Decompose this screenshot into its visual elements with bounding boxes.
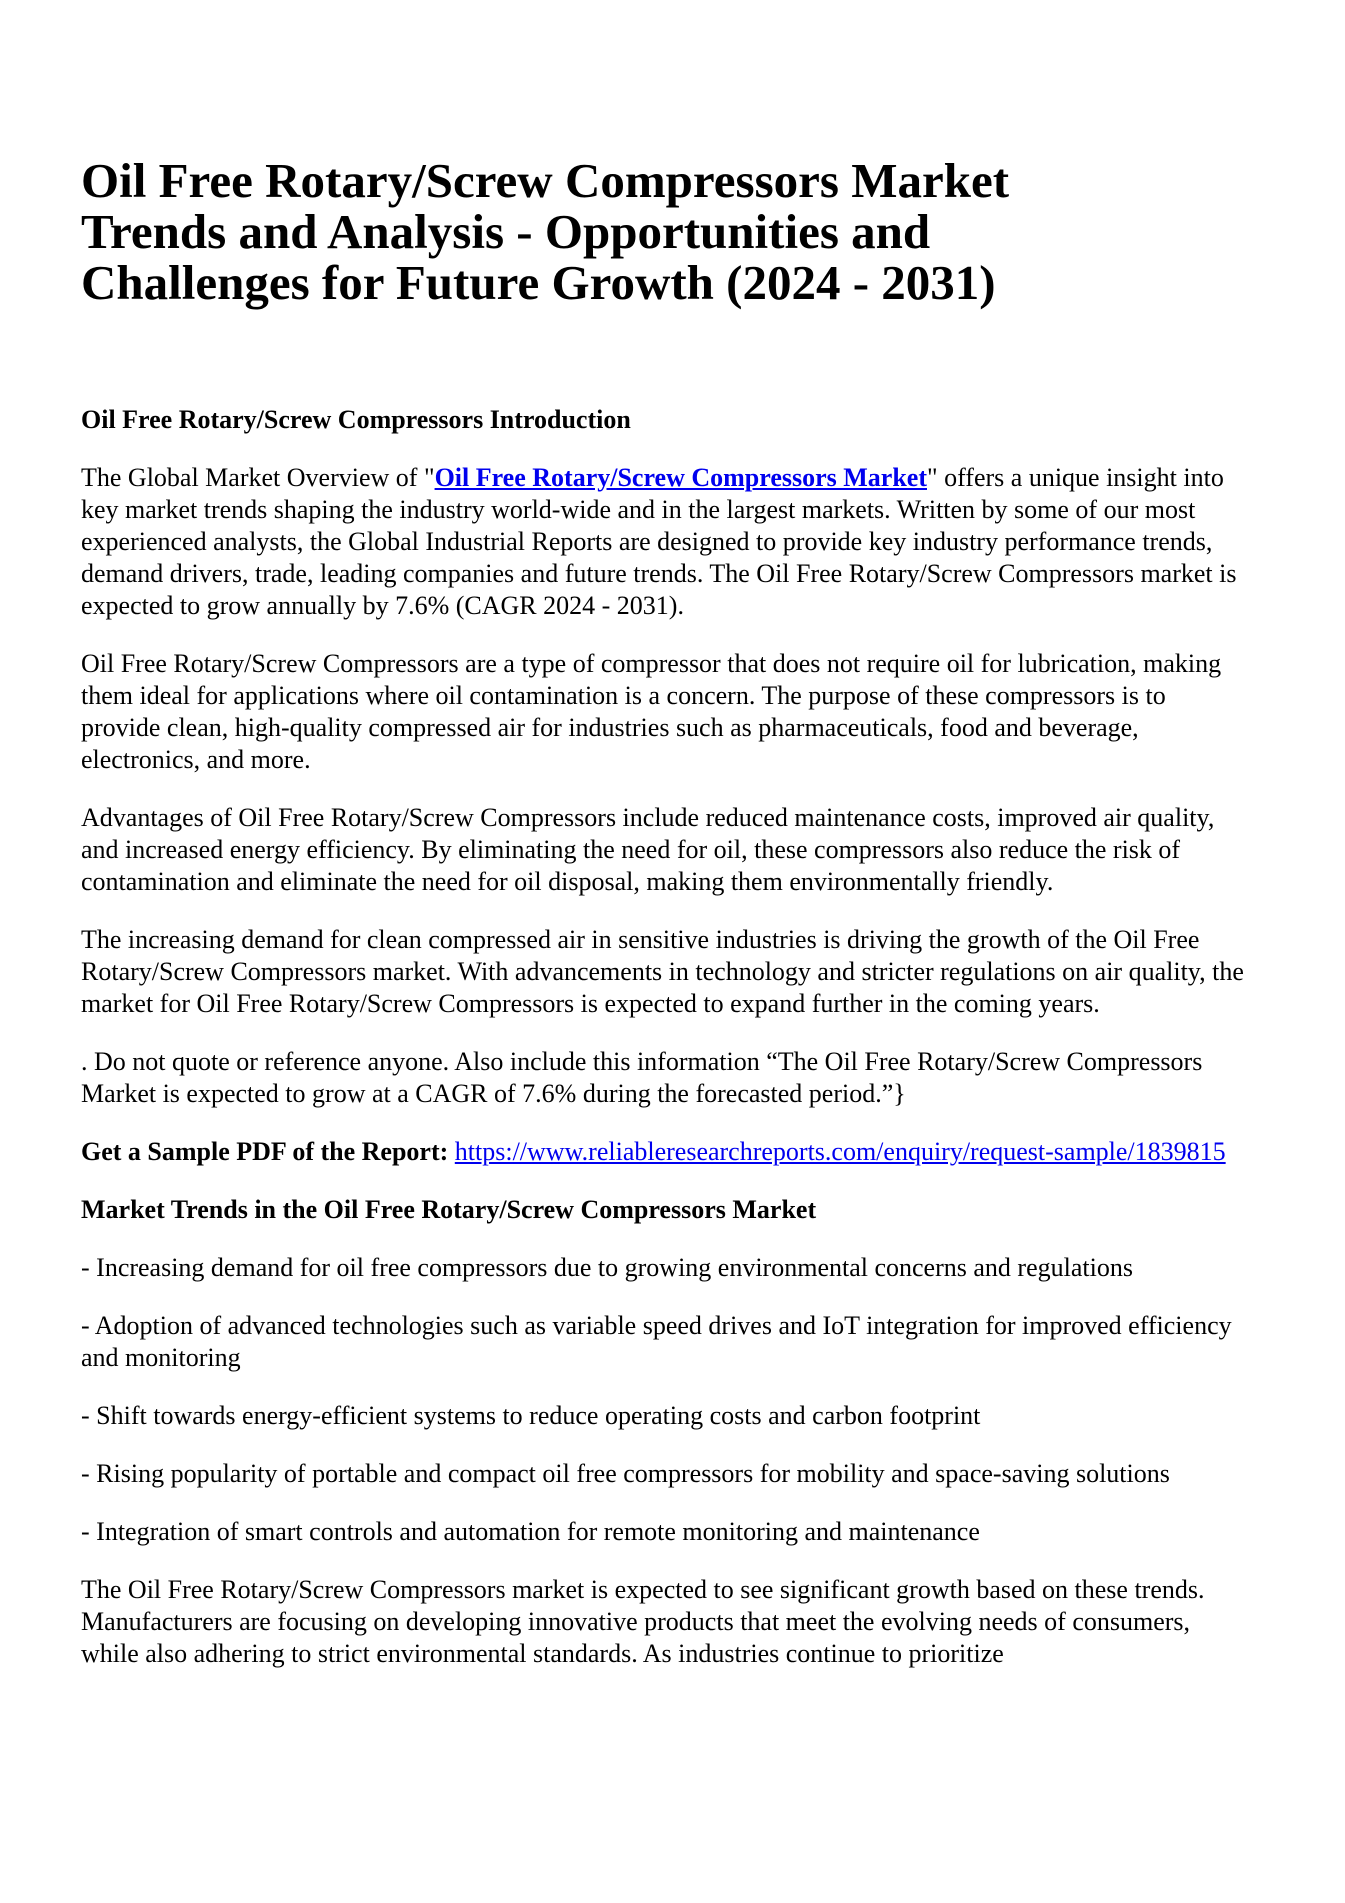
sample-pdf-label: Get a Sample PDF of the Report: xyxy=(81,1137,455,1166)
sample-request-link[interactable]: https://www.reliableresearchreports.com/enquiry/request-sample/1839815 xyxy=(454,1137,1226,1166)
demand-growth-paragraph: The increasing demand for clean compressed air in sensitive industries is driving the growth of the Oil Free Rotary/Screw Compressors market. With advancements in technology and stricter regulations on air quality, the market for Oil Free Rotary/Screw Compressors is expected to expand further in the coming years. xyxy=(81,925,1244,1018)
overview-text-before-link: The Global Market Overview of " xyxy=(81,463,435,492)
trend-bullet-environmental: - Increasing demand for oil free compressors due to growing environmental concerns and regulations xyxy=(81,1253,1133,1282)
compressor-description-paragraph: Oil Free Rotary/Screw Compressors are a type of compressor that does not require oil for lubrication, making them ideal for applications where oil contamination is a concern. The purpose of these compressors is to provide clean, high-quality compressed air for industries such as pharmaceuticals, food and beverage, electronics, and more. xyxy=(81,649,1222,774)
advantages-paragraph: Advantages of Oil Free Rotary/Screw Compressors include reduced maintenance costs, improved air quality, and increased energy efficiency. By eliminating the need for oil, these compressors also reduce the risk of contamination and eliminate the need for oil disposal, making them environmentally friendly. xyxy=(81,803,1215,896)
introduction-heading: Oil Free Rotary/Screw Compressors Introduction xyxy=(81,405,631,434)
trend-bullet-energy-efficiency: - Shift towards energy-efficient systems to reduce operating costs and carbon footprint xyxy=(81,1401,981,1430)
trend-bullet-smart-controls: - Integration of smart controls and automation for remote monitoring and maintenance xyxy=(81,1517,980,1546)
overview-paragraph xyxy=(81,462,1245,622)
market-report-link[interactable]: Oil Free Rotary/Screw Compressors Market xyxy=(434,463,927,492)
quote-note-paragraph: . Do not quote or reference anyone. Also include this information “The Oil Free Rotary/Screw Compressors Market is expected to grow at a CAGR of 7.6% during the forecasted period.”} xyxy=(81,1047,1203,1108)
market-trends-heading: Market Trends in the Oil Free Rotary/Screw Compressors Market xyxy=(81,1195,817,1224)
overview-text-after-link: " offers a unique insight into key market trends shaping the industry world-wide and in the largest markets. Written by some of our most experienced analysts, the Global Industrial Reports are designed to provide key industry performance trends, demand drivers, trade, leading companies and future trends. The Oil Free Rotary/Screw Compressors market is expected to grow annually by 7.6% (CAGR 2024 - 2031). xyxy=(81,463,1237,620)
sample-pdf-line xyxy=(81,1136,1245,1168)
page-title: Oil Free Rotary/Screw Compressors Market Trends and Analysis - Opportunities and Challenges for Future Growth (2024 - 2031) xyxy=(81,153,1010,310)
trend-bullet-technologies: - Adoption of advanced technologies such as variable speed drives and IoT integration for improved efficiency and monitoring xyxy=(81,1311,1232,1372)
trends-closing-paragraph: The Oil Free Rotary/Screw Compressors market is expected to see significant growth based on these trends. Manufacturers are focusing on developing innovative products that meet the evolving needs of consumers, while also adhering to strict environmental standards. As industries continue to prioritize xyxy=(81,1575,1205,1668)
trend-bullet-portability: - Rising popularity of portable and compact oil free compressors for mobility and space-saving solutions xyxy=(81,1459,1170,1488)
